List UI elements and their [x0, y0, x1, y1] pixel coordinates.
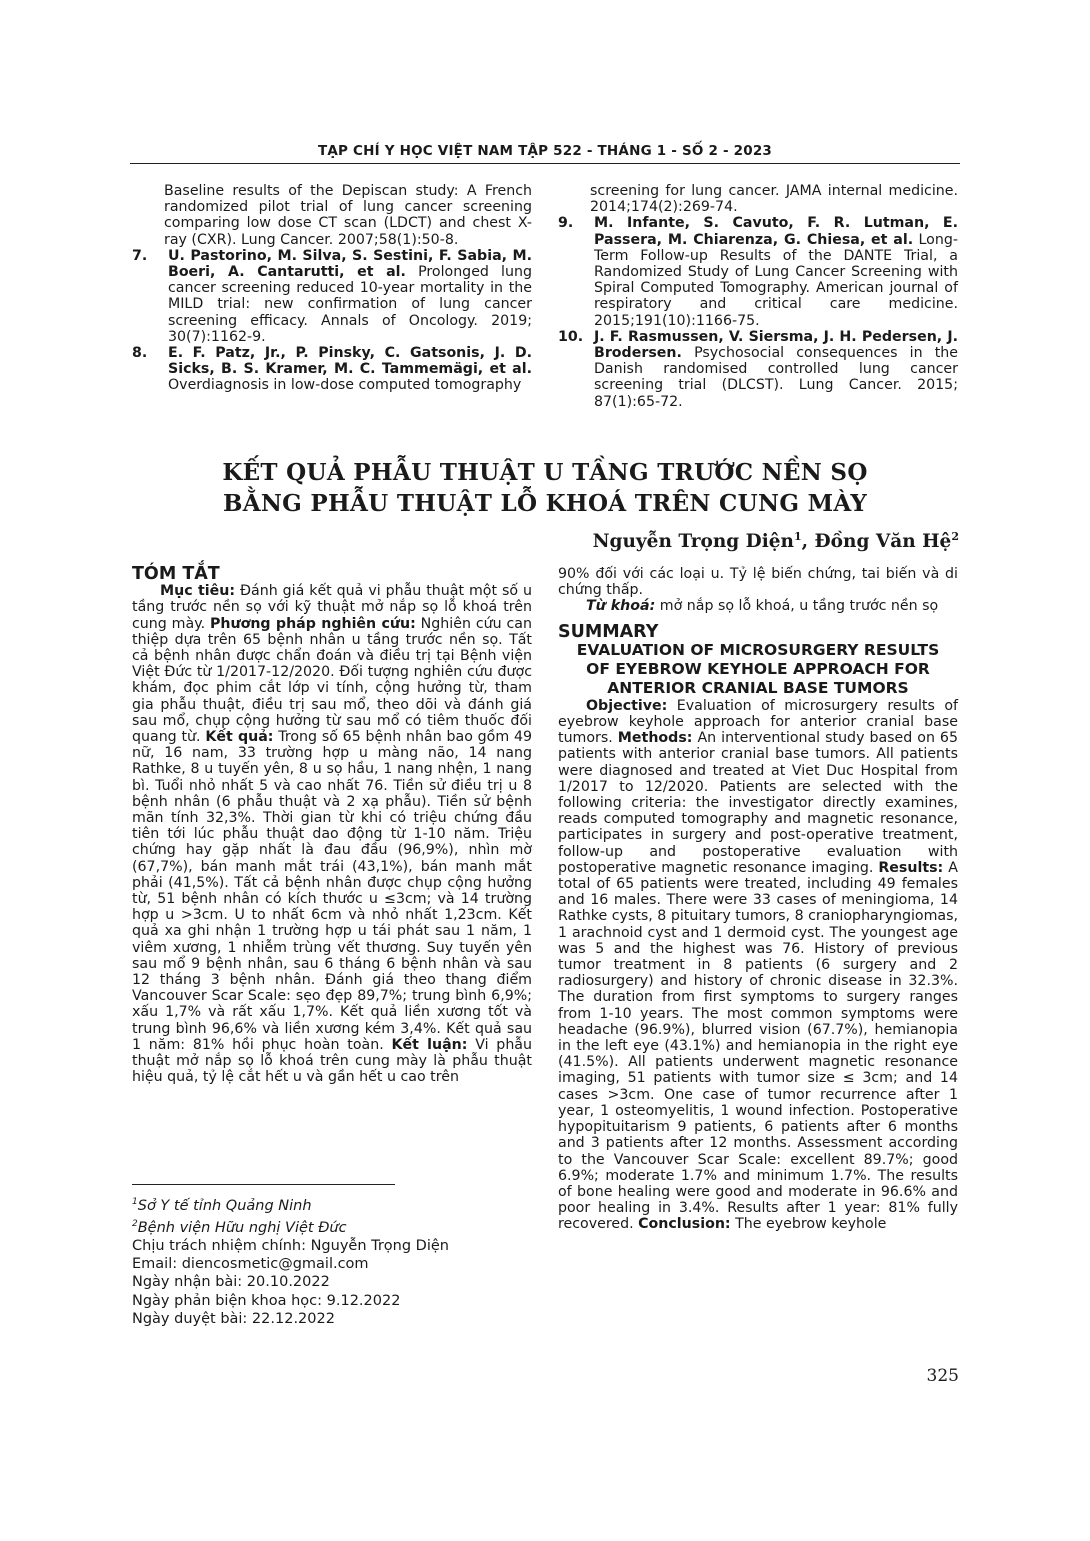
keywords	[558, 598, 958, 614]
text-conclusion: Vi phẫu thuật mở nắp sọ lỗ khoá trên cung mày là phẫu thuật hiệu quả, tỷ lệ cắt hết u và gần hết u cao trên	[132, 1036, 532, 1086]
reference-text: Overdiagnosis in low-dose computed tomography	[168, 377, 522, 394]
reference-number: 10.	[558, 328, 584, 345]
abstract-vi-heading: TÓM TẮT	[132, 564, 220, 584]
references-right-column	[558, 183, 959, 410]
reference-continuation: Baseline results of the Depiscan study: A French randomized pilot trial of lung cancer screening comparing low dose CT scan (LDCT) and chest X-ray (CXR). Lung Cancer. 2007;58(1):50-8.	[164, 183, 532, 248]
header-divider	[130, 163, 960, 164]
author-separator: ,	[801, 531, 815, 553]
label-conclusion: Kết luận:	[391, 1036, 468, 1053]
affiliation-1: $^1$Sở Y tế tỉnh Quảng Ninh	[132, 1197, 312, 1214]
author-affiliation-mark: 2	[951, 530, 959, 543]
reference-item	[558, 329, 958, 410]
article-authors	[593, 530, 959, 552]
summary-title-line-2: OF EYEBROW KEYHOLE APPROACH FOR	[586, 659, 930, 678]
reference-text: Psychosocial consequences in the Danish randomised controlled lung cancer screening trial (DLCST). Lung Cancer. 2015; 87(1):65-72.	[594, 345, 959, 410]
text-results: A total of 65 patients were treated, including 49 females and 16 males. There were 33 cases of meningioma, 14 Rathke cysts, 8 pituitary tumors, 8 craniopharyngiomas, 1 arachnoid cyst and 1 dermoid cyst. The youngest age was 5 and the highest was 76. History of previous tumor treatment in 8 patients (6 surgery and 2 radiosurgery) and history of chronic disease in 32.3%. The duration from first symptoms to surgery ranges from 1-10 years. The most common symptoms were headache (96.9%), blurred vision (67.7%), hemianopia in the left eye (43.1%) and hemianopia in the right eye (41.5%). All patients underwent magnetic resonance imaging, 51 patients with tumor size ≤ 3cm; and 14 cases >3cm. One case of tumor recurrence after 1 year, 1 osteomyelitis, 1 wound infection. Postoperative hypopituitarism 9 patients, 6 patients after 6 months and 3 patients after 12 months. Assessment according to the Vancouver Scar Scale: excellent 89.7%; good 6.9%; moderate 1.7% and minimum 1.7%. The results of bone healing were good and moderate in 96.6% and poor healing in 3.4%. Results after 1 year: 81% fully recovered.	[558, 859, 959, 1233]
reference-item	[558, 215, 958, 328]
text-methods: An interventional study based on 65 patients with anterior cranial base tumors. All patients were diagnosed and treated at Viet Duc Hospital from 1/2017 to 12/2020. Patients are selected with the following criteria: the investigator directly examines, reads computed tomography and magnetic resonance, participates in surgery and post-operative treatment, follow-up and postoperative evaluation with postoperative magnetic resonance imaging.	[558, 730, 958, 876]
affiliation-mark: 2	[132, 1219, 138, 1230]
page-number: 325	[926, 1366, 959, 1386]
affiliation-mark: 1	[132, 1197, 138, 1207]
email: Email: diencosmetic@gmail.com	[132, 1256, 369, 1273]
text-result: Trong số 65 bệnh nhân bao gồm 49 nữ, 16 nam, 33 trường hợp u màng não, 14 nang Rathke, 8 u tuyến yên, 8 u sọ hầu, 1 nang nhện, 1 nang bì. Tuổi nhỏ nhất 5 và cao nhất 76. Tiền sử điều trị u 8 bệnh nhân (6 phẫu thuật và 2 xạ phẫu). Tiền sử bệnh mãn tính 32,3%. Thời gian từ khi có triệu chứng đầu tiên tới lúc phẫu thuật dao động từ 1-10 năm. Triệu chứng hay gặp nhất là đau đầu (96,9%), nhìn mờ (67,7%), bán manh mắt trái (43,1%), bán manh mắt phải (41,5%). Tất cả bệnh nhân được chụp cộng hưởng từ, 51 bệnh nhân có kích thước u ≤3cm; và 14 trường hợp u >3cm. U to nhất 6cm và nhỏ nhất 1,23cm. Kết quả xa ghi nhận 1 trường hợp u tái phát sau 1 năm, 1 viêm xương, 1 nhiễm trùng vết thương. Suy tuyến yên sau mổ 9 bệnh nhân, sau 6 tháng 6 bệnh nhân và sau 12 tháng 3 bệnh nhân. Đánh giá theo thang điểm Vancouver Scar Scale: sẹo đẹp 89,7%; trung bình 6,9%; xấu 1,7% và rất xấu 1,7%. Kết quả liền xương tốt và trung bình 96,6% và liền xương kém 3,4%. Kết quả sau 1 năm: 81% hồi phục hoàn toàn.	[132, 729, 533, 1053]
label-methods: Methods:	[617, 730, 693, 747]
date-reviewed: Ngày phản biện khoa học: 9.12.2022	[132, 1292, 401, 1309]
reference-authors: J. F. Rasmussen, V. Siersma, J. H. Pedersen, J. Brodersen.	[594, 328, 958, 362]
summary-title-line-1: EVALUATION OF MICROSURGERY RESULTS	[576, 640, 940, 659]
label-method: Phương pháp nghiên cứu:	[209, 615, 416, 632]
label-result: Kết quả:	[205, 729, 274, 746]
reference-authors: U. Pastorino, M. Silva, S. Sestini, F. Sabia, M. Boeri, A. Cantarutti, et al.	[168, 247, 532, 281]
label-objective: Objective:	[586, 697, 668, 714]
author-affiliation-mark: 1	[793, 530, 802, 543]
label-results: Results:	[878, 859, 944, 876]
label-objective: Mục tiêu:	[160, 583, 236, 600]
reference-item	[132, 345, 532, 394]
corresponding-author: Chịu trách nhiệm chính: Nguyễn Trọng Diện	[132, 1238, 449, 1255]
reference-continuation: screening for lung cancer. JAMA internal medicine. 2014;174(2):269-74.	[590, 183, 958, 216]
article-title-line-2: BẰNG PHẪU THUẬT LỖ KHOÁ TRÊN CUNG MÀY	[222, 490, 868, 517]
reference-authors: E. F. Patz, Jr., P. Pinsky, C. Gatsonis, J. D. Sicks, B. S. Kramer, M. C. Tammemägi, et al.	[168, 345, 532, 378]
keywords-text: mở nắp sọ lỗ khoá, u tầng trước nền sọ	[655, 598, 939, 615]
keywords-label: Từ khoá:	[586, 598, 656, 615]
summary-heading: SUMMARY	[558, 621, 659, 642]
text-objective: Evaluation of microsurgery results of eyebrow keyhole approach for anterior cranial base tumors.	[558, 697, 958, 747]
date-received: Ngày nhận bài: 20.10.2022	[132, 1274, 330, 1291]
footnotes	[132, 1193, 449, 1328]
reference-number: 7.	[132, 247, 148, 264]
summary-title-line-3: ANTERIOR CRANIAL BASE TUMORS	[607, 678, 909, 697]
abstract-vi-paragraph	[132, 583, 532, 1085]
reference-authors: M. Infante, S. Cavuto, F. R. Lutman, E. Passera, M. Chiarenza, G. Chiesa, et al.	[594, 215, 958, 248]
label-conclusion: Conclusion:	[638, 1216, 731, 1233]
author-name: Nguyễn Trọng Diện	[592, 531, 794, 553]
reference-number: 9.	[558, 215, 574, 232]
summary-paragraph	[558, 698, 958, 1233]
journal-header: TẠP CHÍ Y HỌC VIỆT NAM TẬP 522 - THÁNG 1 - SỐ 2 - 2023	[317, 143, 773, 159]
abstract-vi-continuation: 90% đối với các loại u. Tỷ lệ biến chứng, tai biến và di chứng thấp.	[558, 566, 958, 599]
footnote-divider	[132, 1184, 395, 1185]
reference-text: Prolonged lung cancer screening reduced 10-year mortality in the MILD trial: new confirmation of lung cancer screening efficacy. Annals of Oncology. 2019; 30(7):1162-9.	[168, 264, 532, 345]
references-left-column	[132, 183, 532, 394]
summary-column	[558, 566, 958, 1233]
reference-item	[132, 248, 532, 345]
abstract-vi-column	[132, 566, 532, 1086]
author-name: Đồng Văn Hệ	[814, 531, 952, 553]
reference-number: 8.	[132, 345, 148, 362]
text-conclusion: The eyebrow keyhole	[730, 1216, 887, 1233]
reference-text: Long-Term Follow-up Results of the DANTE Trial, a Randomized Study of Lung Cancer Screening with Spiral Computed Tomography. American journal of respiratory and critical care medicine. 2015;191(10):1166-75.	[594, 231, 958, 329]
affiliation-2: $^2$Bệnh viện Hữu nghị Việt Đức	[132, 1219, 347, 1236]
text-objective: Đánh giá kết quả vi phẫu thuật một số u tầng trước nền sọ với kỹ thuật mở nắp sọ lỗ khoá trên cung mày.	[132, 583, 533, 632]
date-approved: Ngày duyệt bài: 22.12.2022	[132, 1310, 335, 1327]
article-title-line-1: KẾT QUẢ PHẪU THUẬT U TẦNG TRƯỚC NỀN SỌ	[222, 459, 868, 486]
text-method: Nghiên cứu can thiệp dựa trên 65 bệnh nhân u tầng trước nền sọ. Tất cả bệnh nhân được chẩn đoán và điều trị tại Bệnh viện Việt Đức từ 1/2017-12/2020. Đối tượng nghiên cứu được khám, đọc phim cắt lớp vi tính, cộng hưởng từ, tham gia phẫu thuật, điều trị sau mổ, theo dõi và đánh giá sau mổ, chụp cộng hưởng từ sau mổ có tiêm thuốc đối quang từ.	[132, 615, 532, 746]
